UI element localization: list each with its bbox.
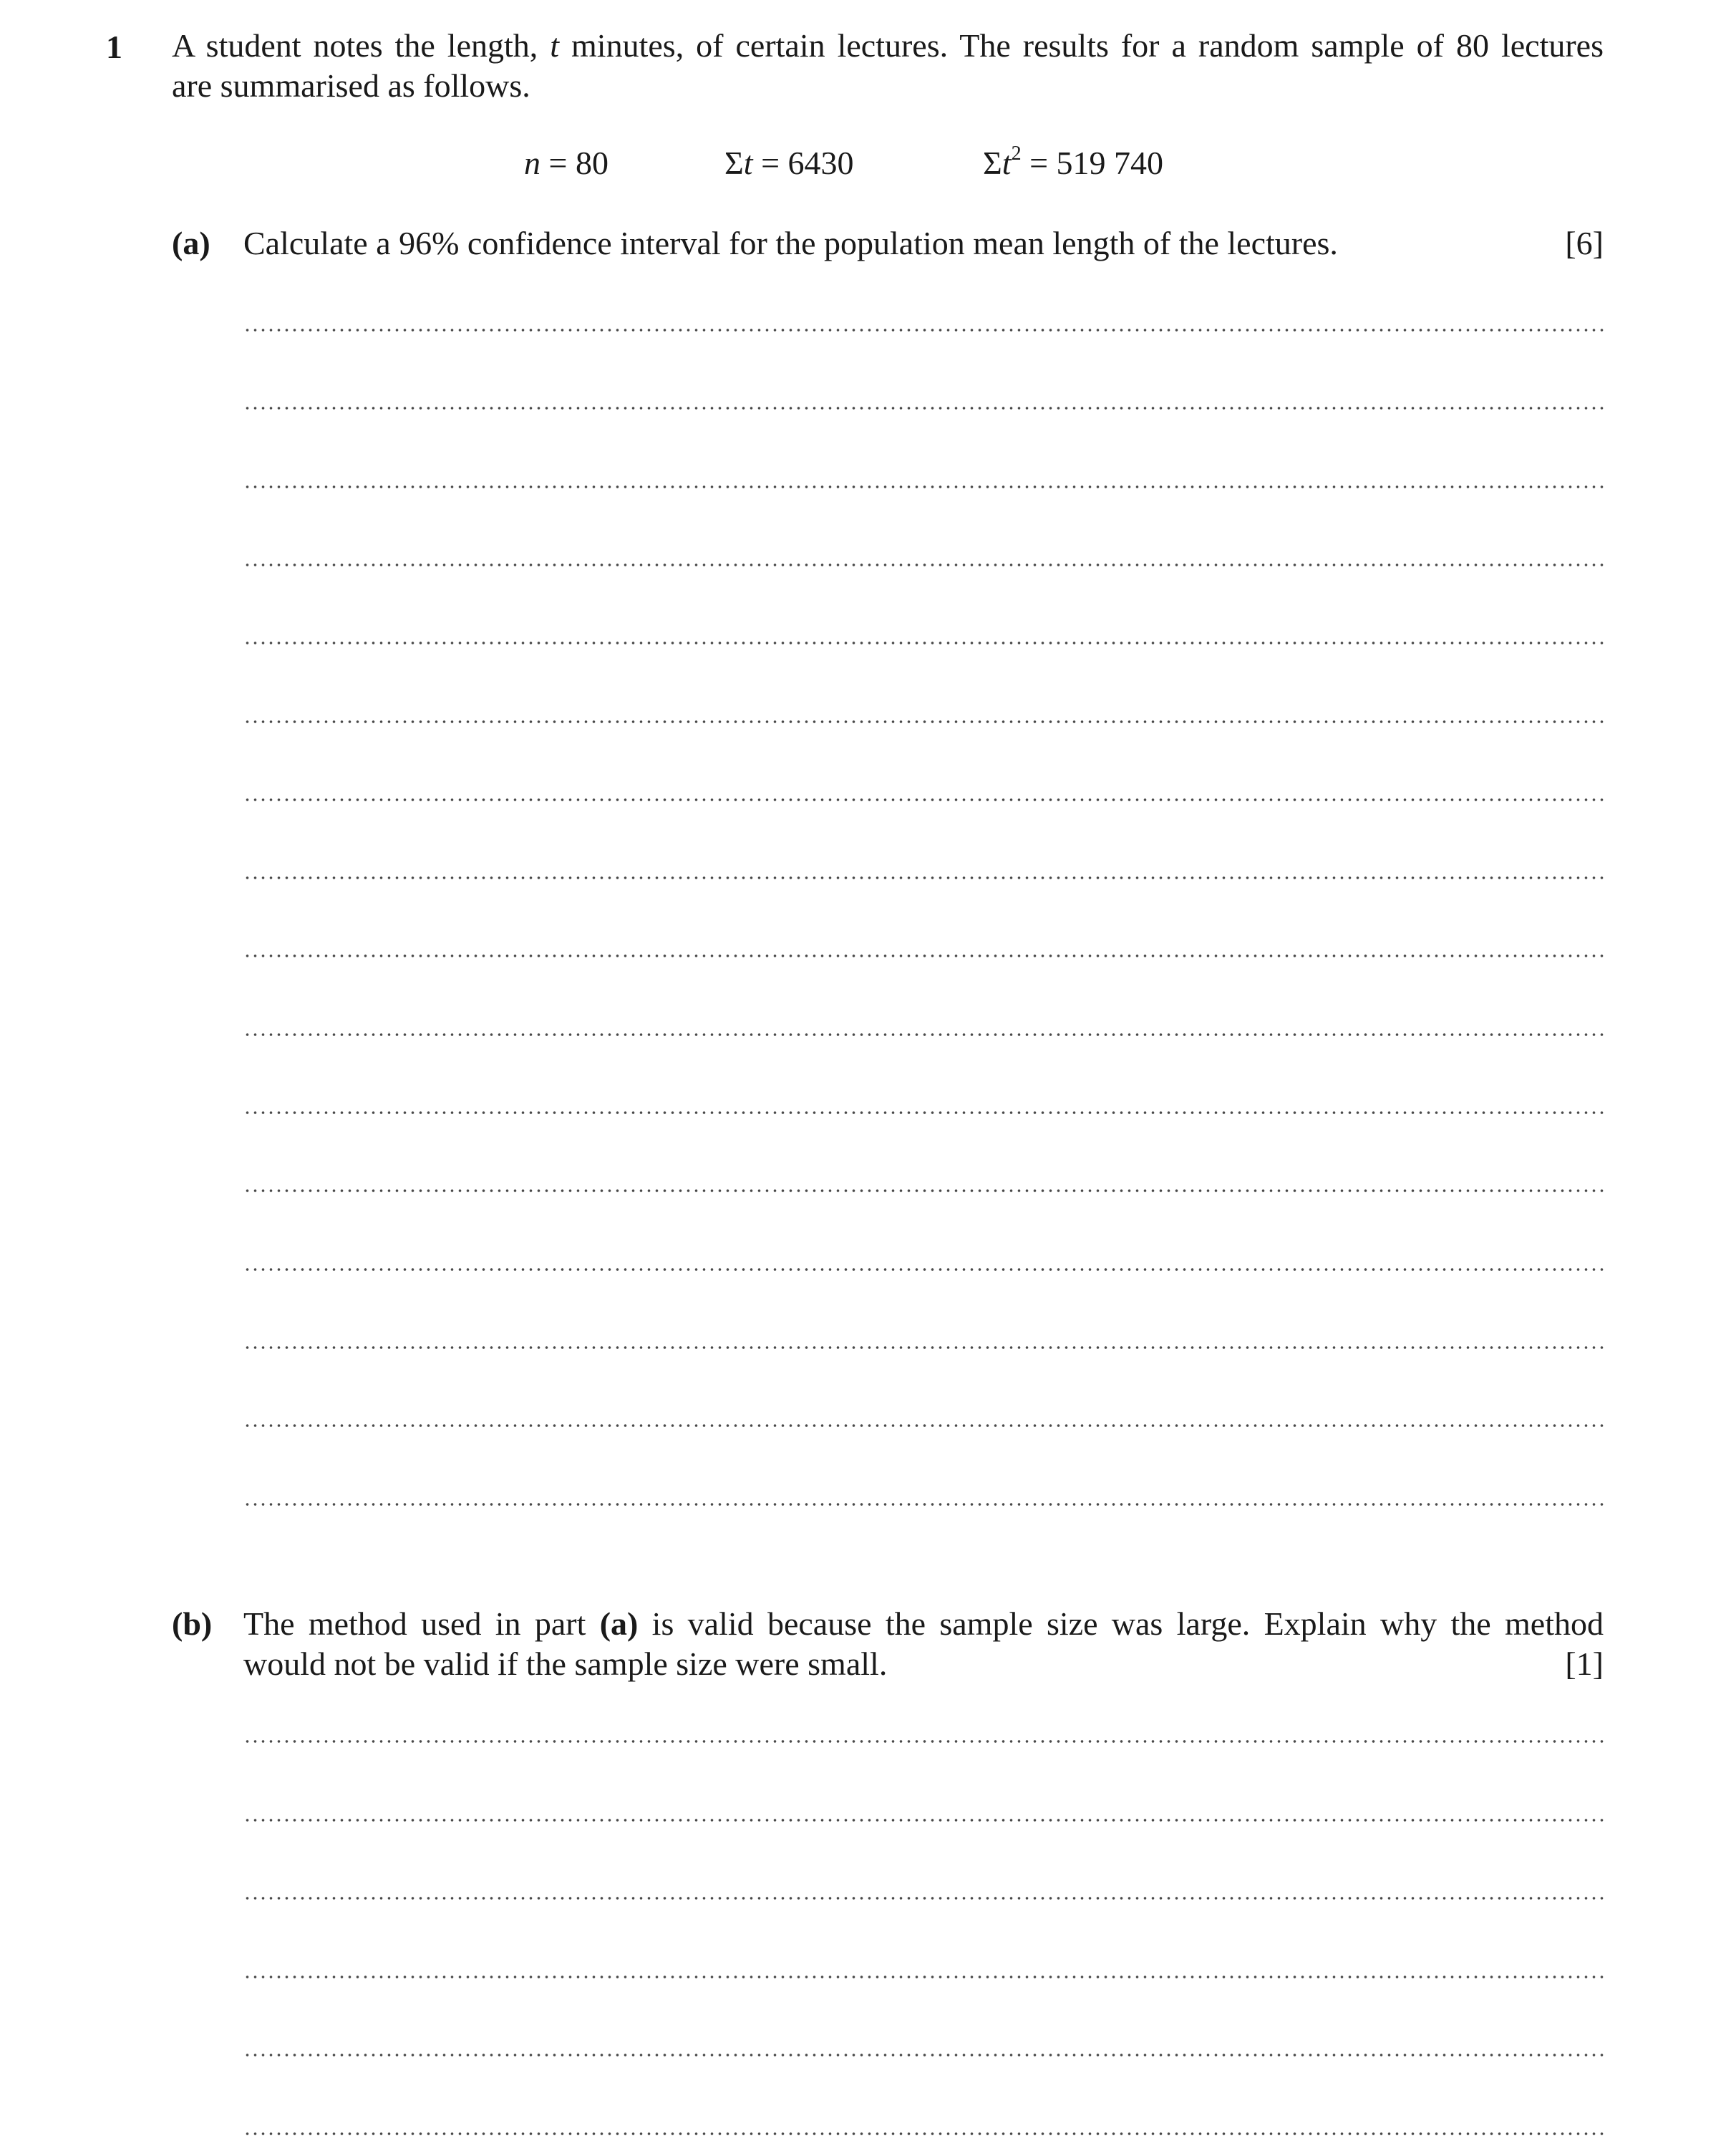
answer-line[interactable] bbox=[243, 876, 1604, 880]
answer-line[interactable] bbox=[243, 328, 1604, 332]
answer-line[interactable] bbox=[243, 485, 1604, 489]
part-b-line-2: would not be valid if the sample size were small. bbox=[243, 1645, 888, 1682]
part-a-label: (a) bbox=[172, 225, 210, 261]
stat-n bbox=[524, 140, 608, 186]
stem-text-cont: minutes, of certain lectures. The results for a random sample of 80 lectures bbox=[559, 27, 1604, 64]
sigma-symbol: Σ bbox=[724, 145, 744, 181]
exponent: 2 bbox=[1011, 142, 1022, 165]
part-b-label: (b) bbox=[172, 1605, 213, 1642]
part-b-marks: [1] bbox=[1565, 1645, 1604, 1682]
answer-line[interactable] bbox=[243, 1896, 1604, 1900]
answer-line[interactable] bbox=[243, 641, 1604, 645]
stat-sum-t bbox=[724, 140, 854, 186]
part-reference: (a) bbox=[599, 1605, 639, 1642]
answer-line[interactable] bbox=[243, 1818, 1604, 1822]
part-b-text-pre: The method used in part bbox=[243, 1605, 600, 1642]
answer-line[interactable] bbox=[243, 720, 1604, 724]
answer-line[interactable] bbox=[243, 1739, 1604, 1744]
answer-line[interactable] bbox=[243, 1189, 1604, 1193]
stat-sum-t-squared bbox=[983, 140, 1163, 186]
answer-line[interactable] bbox=[243, 1111, 1604, 1115]
part-a-marks: [6] bbox=[1565, 225, 1604, 261]
answer-line[interactable] bbox=[243, 1502, 1604, 1507]
stem-variable: t bbox=[550, 27, 560, 64]
answer-line[interactable] bbox=[243, 954, 1604, 958]
question-number: 1 bbox=[106, 29, 122, 65]
answer-line[interactable] bbox=[243, 2132, 1604, 2136]
answer-line[interactable] bbox=[243, 798, 1604, 802]
stem-line-2: are summarised as follows. bbox=[172, 67, 530, 104]
answer-line[interactable] bbox=[243, 1345, 1604, 1350]
part-b-text bbox=[243, 1604, 1604, 1684]
sigma-symbol: Σ bbox=[983, 145, 1002, 181]
answer-line[interactable] bbox=[243, 1423, 1604, 1428]
stem-line-1 bbox=[172, 26, 1604, 66]
stat-sum-t2-value: = 519 740 bbox=[1021, 145, 1164, 181]
answer-line[interactable] bbox=[243, 406, 1604, 410]
answer-line[interactable] bbox=[243, 1267, 1604, 1272]
answer-line[interactable] bbox=[243, 1033, 1604, 1037]
question-stem bbox=[172, 26, 1604, 106]
part-b-line-1 bbox=[243, 1604, 1604, 1644]
stem-text: A student notes the length, bbox=[172, 27, 551, 64]
answer-line[interactable] bbox=[243, 1975, 1604, 1979]
part-b-text-post: is valid because the sample size was large. Explain why the method bbox=[638, 1605, 1604, 1642]
answer-line[interactable] bbox=[243, 563, 1604, 567]
answer-line[interactable] bbox=[243, 2053, 1604, 2057]
stat-sum-t-var: t bbox=[743, 145, 753, 181]
stat-n-var: n bbox=[524, 145, 540, 181]
stat-n-value: = 80 bbox=[540, 145, 608, 181]
stat-sum-t2-var: t bbox=[1002, 145, 1012, 181]
stat-sum-t-value: = 6430 bbox=[752, 145, 854, 181]
part-a-text: Calculate a 96% confidence interval for the population mean length of the lectures. bbox=[243, 225, 1338, 261]
